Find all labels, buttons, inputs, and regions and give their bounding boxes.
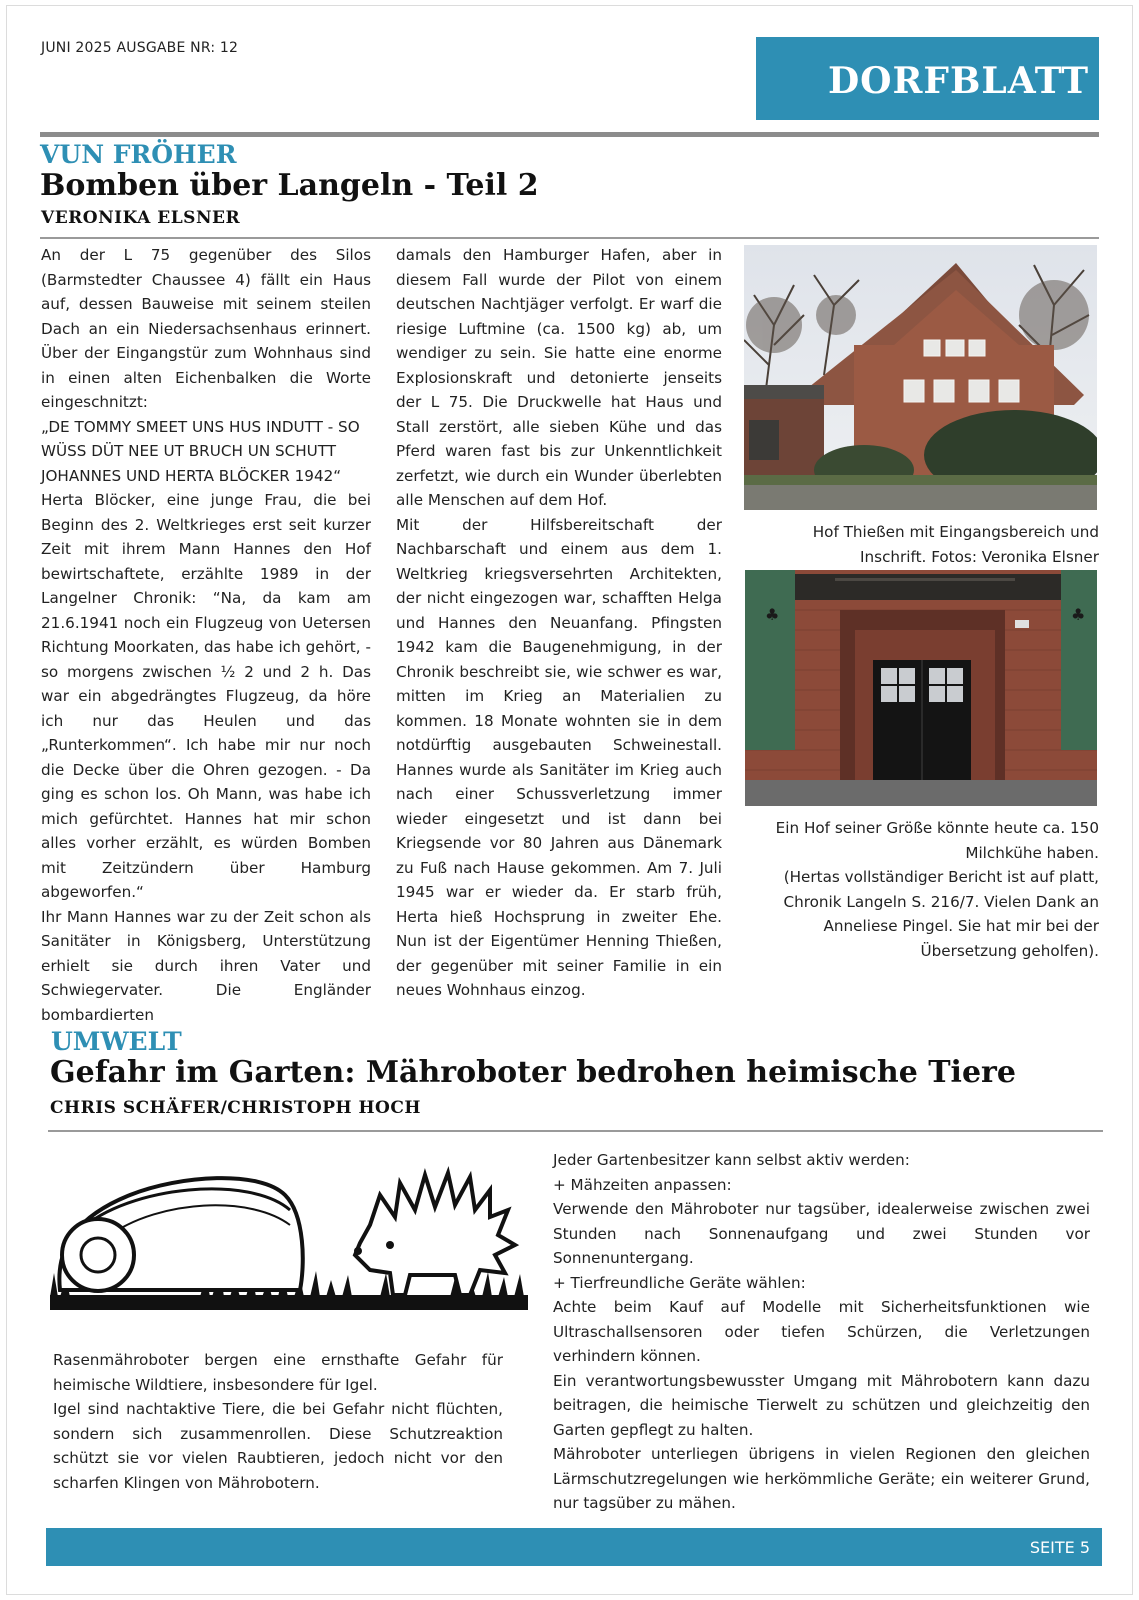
article2-kicker: UMWELT xyxy=(51,1027,182,1056)
article1-inscription: „DE TOMMY SMEET UNS HUS INDUTT - SO WÜSS DÜT NEE UT BRUCH UN SCHUTT JOHANNES UND HERTA BLÖCKER 1942“ xyxy=(41,417,360,485)
footer-bar xyxy=(46,1528,1102,1566)
article1-paragraph: Ihr Mann Hannes war zu der Zeit schon als Sanitäter in Königsberg, Unterstützung erhielt sie durch ihren Vater und Schwiegervater. Die Engländer bombardierten xyxy=(41,907,371,1024)
article2-byline: CHRIS SCHÄFER/CHRISTOPH HOCH xyxy=(50,1098,421,1118)
entrance-photo-drawing xyxy=(745,570,1097,806)
mower-hedgehog-drawing xyxy=(50,1155,528,1310)
article1-title: Bomben über Langeln - Teil 2 xyxy=(40,168,539,203)
page-number: SEITE 5 xyxy=(1029,1537,1090,1557)
svg-text:♣: ♣ xyxy=(1071,605,1086,624)
article2-paragraph: Rasenmähroboter bergen eine ernsthafte Gefahr für heimische Wildtiere, insbesondere für Igel. xyxy=(53,1351,503,1394)
article1-kicker: VUN FRÖHER xyxy=(40,140,237,169)
article1-column-1 xyxy=(41,243,371,1027)
article2-list-heading: + Tierfreundliche Geräte wählen: xyxy=(553,1273,806,1292)
article2-left-column xyxy=(53,1348,503,1495)
article1-paragraph: An der L 75 gegenüber des Silos (Barmstedter Chaussee 4) fällt ein Haus auf, dessen Bauweise mit seinem steilen Dach an ein Niedersachsenhaus erinnert. Über der Eingangstür zum Wohnhaus sind in einen alten Eichenbalken die Worte eingeschnitzt: xyxy=(41,246,371,411)
masthead-title: DORFBLATT xyxy=(827,59,1089,102)
article2-right-column xyxy=(553,1148,1090,1516)
article1-paragraph: damals den Hamburger Hafen, aber in diesem Fall wurde der Pilot von einem deutschen Nachtjäger verfolgt. Er warf die riesige Luftmine (ca. 1500 kg) ab, um wendiger zu sein. Sie hatte eine enorme Explosionskraft und detonierte jenseits der L 75. Die Druckwelle hat Haus und Stall zerstört, alle sieben Kühe und das Pferd waren fast bis zur Unkenntlichkeit zerfetzt, wie durch ein Wunder überlebten alle Menschen auf dem Hof. xyxy=(396,246,722,509)
article1-byline: VERONIKA ELSNER xyxy=(41,208,241,228)
article2-paragraph: Mähroboter unterliegen übrigens in vielen Regionen den gleichen Lärmschutzregelungen wie herkömmliche Geräte; ein weiterer Grund, nur tagsüber zu mähen. xyxy=(553,1445,1090,1512)
article2-list-heading: + Mähzeiten anpassen: xyxy=(553,1175,732,1194)
article2-paragraph: Verwende den Mähroboter nur tagsüber, idealerweise zwischen zwei Stunden nach Sonnenaufgang und zwei Stunden vor Sonnenuntergang. xyxy=(553,1200,1090,1267)
house-photo-caption: Hof Thießen mit Eingangsbereich und Inschrift. Fotos: Veronika Elsner xyxy=(812,523,1099,566)
article2-paragraph: Achte beim Kauf auf Modelle mit Sicherheitsfunktionen wie Ultraschallsensoren oder tiefen Schürzen, die Verletzungen verhindern können. xyxy=(553,1298,1090,1365)
article2-title: Gefahr im Garten: Mähroboter bedrohen heimische Tiere xyxy=(50,1055,1016,1090)
svg-text:♣: ♣ xyxy=(765,605,780,624)
article1-rule xyxy=(40,237,1099,239)
house-photo-drawing xyxy=(744,245,1097,510)
article1-column-2 xyxy=(396,243,722,1003)
house-photo xyxy=(744,245,1097,510)
issue-line: JUNI 2025 AUSGABE NR: 12 xyxy=(41,40,239,56)
masthead xyxy=(756,37,1099,120)
entrance-photo xyxy=(745,570,1097,806)
credits-note: (Hertas vollständiger Bericht ist auf platt, Chronik Langeln S. 216/7. Vielen Dank an Anneliese Pingel. Sie hat mir bei der Übersetzung geholfen). xyxy=(783,868,1099,960)
mower-hedgehog-illustration xyxy=(50,1155,528,1310)
article1-paragraph: Mit der Hilfsbereitschaft der Nachbarschaft und einem aus dem 1. Weltkrieg kriegsversehrten Architekten, der nicht eingezogen war, schafften Helga und Hannes den Neuanfang. Pfingsten 1942 kam die Baugenehmigung, in der Chronik beschreibt sie, wie schwer es war, mitten im Krieg an Materialien zu kommen. 18 Monate wohnten sie in dem notdürftig ausgebauten Schweinestall. Hannes wurde als Sanitäter im Krieg auch nach einer Schussverletzung immer wieder eingesetzt und ist dann bei Kriegsende vor 80 Jahren aus Dänemark zu Fuß nach Hause gekommen. Am 7. Juli 1945 war er wieder da. Er starb früh, Herta hieß Hochsprung in zweiter Ehe. Nun ist der Eigentümer Henning Thießen, der gegenüber mit seiner Familie in ein neues Wohnhaus einzog. xyxy=(396,515,722,999)
header-rule xyxy=(40,132,1099,137)
entrance-photo-caption: Ein Hof seiner Größe könnte heute ca. 150 Milchkühe haben. xyxy=(775,819,1099,862)
article1-paragraph: Herta Blöcker, eine junge Frau, die bei Beginn des 2. Weltkrieges erst seit kurzer Zeit mit ihrem Mann Hannes den Hof bewirtschaftete, erzählte 1989 in der Langelner Chronik: “Na, da kam am 21.6.1941 noch ein Flugzeug von Uetersen Richtung Moorkaten, das habe ich gehört, - so morgens zwischen ½ 2 und 2 h. Das war ein abgedrängtes Flugzeug, da höre ich nur das Heulen und das „Runterkommen“. Ich habe mir nur noch die Decke über die Ohren gezogen. - Da ging es schon los. Oh Mann, was habe ich mich gefürchtet. Hannes hat mir schon alles vorher erzählt, es würden Bomben mit Zeitzündern über Hamburg abgeworfen.“ xyxy=(41,491,371,901)
article2-paragraph: Ein verantwortungsbewusster Umgang mit Mährobotern kann dazu beitragen, die heimische Tierwelt zu schützen und gleichzeitig den Garten gepflegt zu halten. xyxy=(553,1371,1090,1439)
article2-rule xyxy=(48,1130,1103,1132)
article2-paragraph: Jeder Gartenbesitzer kann selbst aktiv werden: xyxy=(553,1151,910,1169)
article2-paragraph: Igel sind nachtaktive Tiere, die bei Gefahr nicht flüchten, sondern sich zusammenrollen. Diese Schutzreaktion schützt sie vor vielen Raubtieren, jedoch nicht vor den scharfen Klingen von Mährobotern. xyxy=(53,1400,503,1492)
